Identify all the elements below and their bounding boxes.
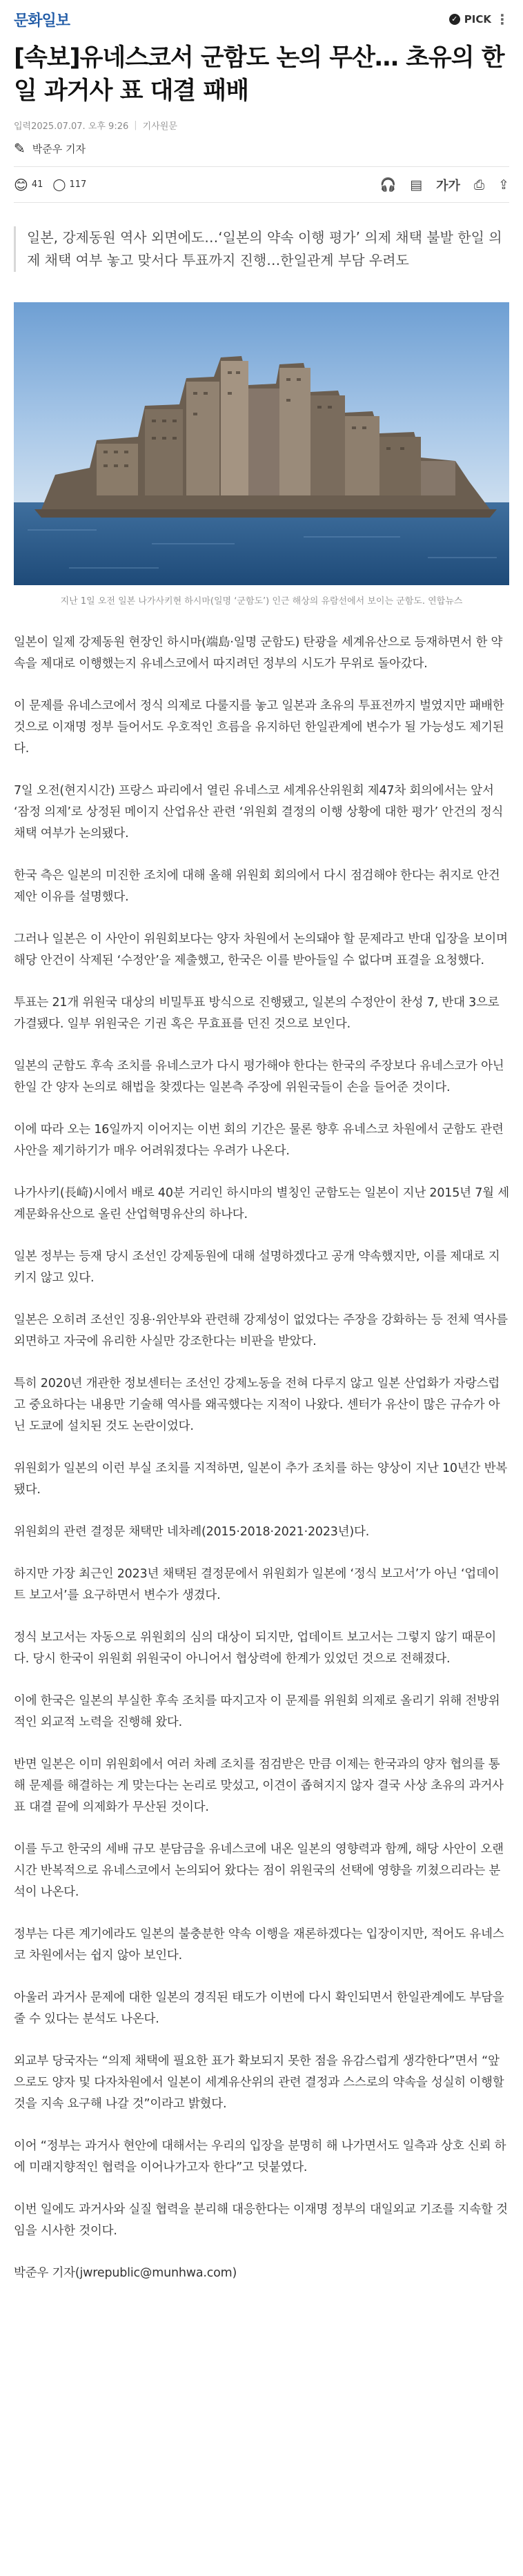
article-summary: 일본, 강제동원 역사 외면에도…‘일본의 약속 이행 평가’ 의제 채택 불발 한일 의제 채택 여부 놓고 맞서다 투표까지 진행…한일관계 부담 우려도 xyxy=(14,226,509,272)
photo-caption: 지난 1일 오전 일본 나가사키현 하시마(일명 ‘군함도’) 인근 해상의 유람선에서 보이는 군함도. 연합뉴스 xyxy=(60,596,463,607)
paragraph: 위원회의 관련 결정문 채택만 네차례(2015·2018·2021·2023년)다. xyxy=(14,1525,370,1539)
summary-icon[interactable]: ▤ xyxy=(410,177,423,193)
font-size-icon[interactable]: 가가 xyxy=(436,178,460,193)
reporter-icon: ✎ xyxy=(14,140,26,157)
paragraph: 특히 2020년 개관한 정보센터는 조선인 강제노동을 전혀 다루지 않고 일본 산업화가 자랑스럽고 중요하다는 내용만 기술해 역사를 왜곡했다는 지적이 나왔다. 센터가 유산이 많은 규슈가 아닌 도쿄에 설치된 것도 논란이었다. xyxy=(14,1377,500,1433)
reaction-button[interactable] xyxy=(14,177,43,193)
paragraph: 일본이 일제 강제동원 현장인 하시마(端島·일명 군함도) 탄광을 세계유산으로 등재하면서 한 약속을 제대로 이행했는지 유네스코에서 따지려던 정부의 시도가 무위로 돌아갔다. xyxy=(14,636,503,671)
gunkanjima-island-image xyxy=(14,302,509,585)
article-headline: [속보]유네스코서 군함도 논의 무산… 초유의 한일 과거사 표 대결 패배 xyxy=(14,44,504,105)
more-icon[interactable]: ⋮ xyxy=(495,11,509,28)
paragraph: 투표는 21개 위원국 대상의 비밀투표 방식으로 진행됐고, 일본의 수정안이 찬성 7, 반대 3으로 가결됐다. 일부 위원국은 기권 혹은 무효표를 던진 것으로 보인다. xyxy=(14,996,500,1031)
headphones-icon[interactable]: 🎧 xyxy=(379,177,397,193)
paragraph: 위원회가 일본의 이런 부실 조치를 지적하면, 일본이 추가 조치를 하는 양상이 지난 10년간 반복됐다. xyxy=(14,1462,508,1497)
paragraph: 7일 오전(현지시간) 프랑스 파리에서 열린 유네스코 세계유산위원회 제47차 회의에서는 앞서 ‘잠정 의제’로 상정된 메이지 산업유산 관련 ‘위원회 결정의 이행 상황에 대한 평가’ 안건의 정식 채택 여부가 논의됐다. xyxy=(14,784,504,840)
pick-badge[interactable] xyxy=(449,11,509,28)
article-photo xyxy=(14,302,509,585)
reaction-count: 41 xyxy=(31,179,43,190)
author-row[interactable] xyxy=(0,132,523,157)
published-date: 입력2025.07.07. 오후 9:26 xyxy=(14,121,129,132)
share-icon[interactable]: ⇪ xyxy=(498,177,509,193)
paragraph: 아울러 과거사 문제에 대한 일본의 경직된 태도가 이번에 다시 확인되면서 한일관계에도 부담을 줄 수 있다는 분석도 나온다. xyxy=(14,1991,504,2026)
check-circle-icon: ✓ xyxy=(449,14,460,25)
article-toolbar xyxy=(14,167,509,203)
paragraph: 이어 “정부는 과거사 현안에 대해서는 우리의 입장을 분명히 해 나가면서도 일측과 상호 신뢰 하에 미래지향적인 협력을 이어나가고자 한다”고 덧붙였다. xyxy=(14,2139,506,2174)
paragraph: 일본 정부는 등재 당시 조선인 강제동원에 대해 설명하겠다고 공개 약속했지만, 이를 제대로 지키지 않고 있다. xyxy=(14,1250,500,1285)
reporter-byline: 박준우 기자(jwrepublic@munhwa.com) xyxy=(14,2266,237,2280)
paragraph: 외교부 당국자는 “의제 채택에 필요한 표가 확보되지 못한 점을 유감스럽게 생각한다”면서 “앞으로도 양자 및 다자차원에서 일본이 세계유산위의 관련 결정과 스스로의 약속을 성실히 이행할 것을 지속 요구해 나갈 것”이라고 밝혔다. xyxy=(14,2054,504,2111)
reaction-emoji-icon: 😊 xyxy=(14,176,28,193)
pick-label: PICK xyxy=(464,13,491,26)
paragraph: 일본의 군함도 후속 조치를 유네스코가 다시 평가해야 한다는 한국의 주장보다 유네스코가 아닌 한일 간 양자 논의로 해법을 찾겠다는 일본측 주장에 위원국들이 손을 들어준 것이다. xyxy=(14,1059,504,1094)
print-icon[interactable]: ⎙ xyxy=(473,177,485,193)
paragraph: 이 문제를 유네스코에서 정식 의제로 다룰지를 놓고 일본과 초유의 투표전까지 벌였지만 패배한 것으로 이재명 정부 들어서도 우호적인 흐름을 유지하던 한일관계에 변수가 될 가능성도 제기된다. xyxy=(14,699,504,756)
dateline xyxy=(0,108,523,132)
paragraph: 이에 따라 오는 16일까지 이어지는 이번 회의 기간은 물론 향후 유네스코 차원에서 군함도 관련 사안을 제기하기가 매우 어려워졌다는 우려가 나온다. xyxy=(14,1123,504,1158)
paragraph: 이번 일에도 과거사와 실질 협력을 분리해 대응한다는 이재명 정부의 대일외교 기조를 지속할 것임을 시사한 것이다. xyxy=(14,2203,508,2238)
tool-group xyxy=(379,176,509,194)
paragraph: 정부는 다른 계기에라도 일본의 불충분한 약속 이행을 재론하겠다는 입장이지만, 적어도 유네스코 차원에서는 쉽지 않아 보인다. xyxy=(14,1927,504,1963)
original-article-link[interactable]: 기사원문 xyxy=(142,121,177,132)
author-name[interactable]: 박준우 기자 xyxy=(32,142,86,155)
paragraph: 일본은 오히려 조선인 징용·위안부와 관련해 강제성이 없었다는 주장을 강화하는 등 전체 역사를 외면하고 자국에 유리한 사실만 강조한다는 비판을 받았다. xyxy=(14,1313,508,1348)
paragraph: 정식 보고서는 자동으로 위원회의 심의 대상이 되지만, 업데이트 보고서는 그렇지 않기 때문이다. 당시 한국이 위원회 위원국이 아니어서 협상력에 한계가 있었던 것으로 전해졌다. xyxy=(14,1631,497,1666)
press-logo[interactable]: 문화일보 xyxy=(14,12,70,30)
paragraph: 한국 측은 일본의 미진한 조치에 대해 올해 위원회 회의에서 다시 점검해야 한다는 취지로 안건 제안 이유를 설명했다. xyxy=(14,869,500,904)
article-body xyxy=(0,609,523,2284)
top-bar xyxy=(0,0,523,39)
paragraph: 반면 일본은 이미 위원회에서 여러 차례 조치를 점검받은 만큼 이제는 한국과의 양자 협의를 통해 문제를 해결하는 게 맞는다는 논리로 맞섰고, 이견이 좁혀지지 않자 결국 사상 초유의 과거사 표 대결 끝에 의제화가 무산된 것이다. xyxy=(14,1758,504,1814)
paragraph: 하지만 가장 최근인 2023년 채택된 결정문에서 위원회가 일본에 ‘정식 보고서’가 아닌 ‘업데이트 보고서’를 요구하면서 변수가 생겼다. xyxy=(14,1567,500,1602)
paragraph: 이를 두고 한국의 세배 규모 분담금을 유네스코에 내온 일본의 영향력과 함께, 해당 사안이 오랜 시간 반복적으로 유네스코에서 논의되어 왔다는 점이 위원국의 선택에 영향을 끼쳤으리라는 분석이 나온다. xyxy=(14,1842,504,1899)
dateline-divider: | xyxy=(134,120,137,130)
paragraph: 이에 한국은 일본의 부실한 후속 조치를 따지고자 이 문제를 위원회 의제로 올리기 위해 전방위적인 외교적 노력을 진행해 왔다. xyxy=(14,1694,500,1729)
comment-button[interactable] xyxy=(52,178,86,192)
paragraph: 그러나 일본은 이 사안이 위원회보다는 양자 차원에서 논의돼야 할 문제라고 반대 입장을 보이며 해당 안건이 삭제된 ‘수정안’을 제출했고, 한국은 이를 받아들일 수 없다며 표결을 요청했다. xyxy=(14,932,508,967)
comment-count: 117 xyxy=(69,179,87,190)
paragraph: 나가사키(長崎)시에서 배로 40분 거리인 하시마의 별칭인 군함도는 일본이 지난 2015년 7월 세계문화유산으로 올린 산업혁명유산의 하나다. xyxy=(14,1186,509,1221)
comment-icon: ◯ xyxy=(52,177,66,192)
reaction-group xyxy=(14,177,86,193)
